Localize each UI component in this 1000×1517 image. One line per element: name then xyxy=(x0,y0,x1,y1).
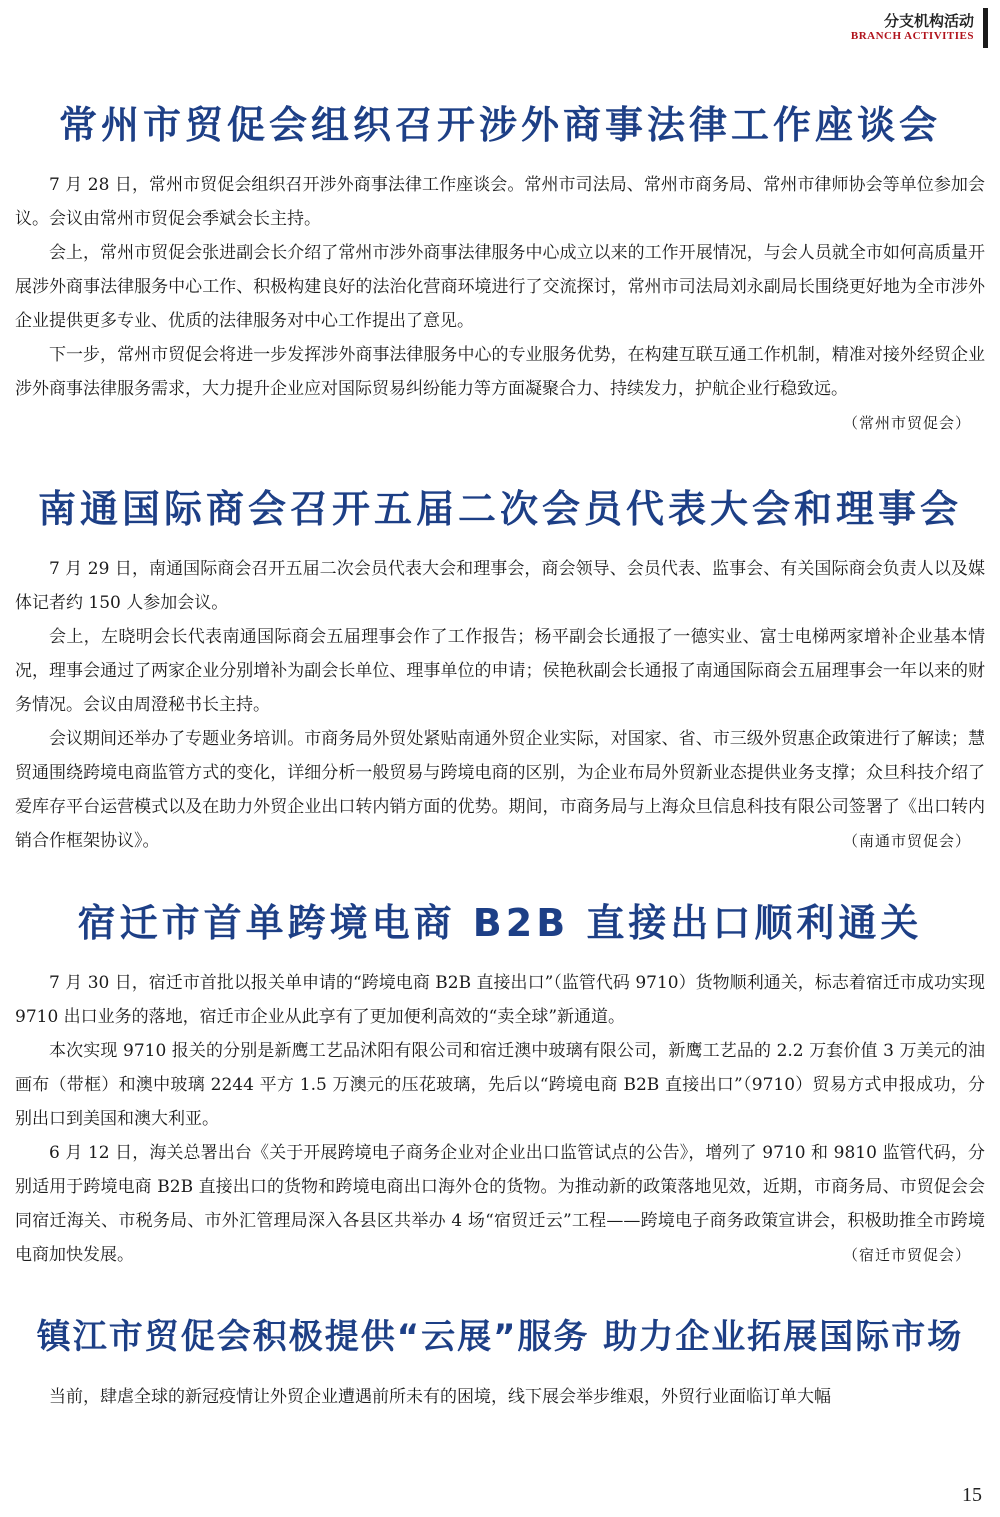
article-paragraph: 6 月 12 日，海关总署出台《关于开展跨境电子商务企业对企业出口监管试点的公告》，增列了 9710 和 9810 监管代码，分别适用于跨境电商 B2B 直接出口的货物和跨境电商出口海外仓的货物。为推动新的政策落地见效，近期，市商务局、市贸促会会同宿迁海关、市税务局、市外汇管理局深入各县区共举办 4 场“宿贸迁云”工程——跨境电子商务政策宣讲会，积极助推全市跨境电商加快发展。 （宿迁市贸促会） xyxy=(15,1136,985,1272)
header-bar xyxy=(983,8,988,48)
page-number: 15 xyxy=(962,1484,982,1506)
article-paragraph: 7 月 28 日，常州市贸促会组织召开涉外商事法律工作座谈会。常州市司法局、常州市商务局、常州市律师协会等单位参加会议。会议由常州市贸促会季斌会长主持。 xyxy=(15,175,985,229)
article-paragraph: 会上，常州市贸促会张进副会长介绍了常州市涉外商事法律服务中心成立以来的工作开展情况，与会人员就全市如何高质量开展涉外商事法律服务中心工作、积极构建良好的法治化营商环境进行了交流探讨，常州市司法局刘永副局长围绕更好地为全市涉外企业提供更多专业、优质的法律服务对中心工作提出了意见。 xyxy=(15,243,985,331)
article-title: 南通国际商会召开五届二次会员代表大会和理事会 xyxy=(37,487,962,531)
article-source: （宿迁市贸促会） xyxy=(842,1246,971,1264)
article-source: （常州市贸促会） xyxy=(842,414,971,432)
article-title: 镇江市贸促会积极提供“云展”服务 助力企业拓展国际市场 xyxy=(36,1317,964,1357)
article-source: （南通市贸促会） xyxy=(842,832,971,850)
section-title-cn: 分支机构活动 xyxy=(883,12,974,30)
article-title: 常州市贸促会组织召开涉外商事法律工作座谈会 xyxy=(58,103,941,147)
article-paragraph: 会议期间还举办了专题业务培训。市商务局外贸处紧贴南通外贸企业实际，对国家、省、市三级外贸惠企政策进行了解读；慧贸通围绕跨境电商监管方式的变化，详细分析一般贸易与跨境电商的区别，为企业布局外贸新业态提供业务支撑；众旦科技介绍了爱库存平台运营模式以及在助力外贸企业出口转内销方面的优势。期间，市商务局与上海众旦信息科技有限公司签署了《出口转内销合作框架协议》。 （南通市贸促会） xyxy=(15,722,985,858)
article-paragraph: 下一步，常州市贸促会将进一步发挥涉外商事法律服务中心的专业服务优势，在构建互联互通工作机制，精准对接外经贸企业涉外商事法律服务需求，大力提升企业应对国际贸易纠纷能力等方面凝聚合力、持续发力，护航企业行稳致远。 （常州市贸促会） xyxy=(15,338,985,440)
article-title: 宿迁市首单跨境电商 B2B 直接出口顺利通关 xyxy=(77,901,923,945)
section-title-en: BRANCH ACTIVITIES xyxy=(850,30,974,42)
article-paragraph: 7 月 29 日，南通国际商会召开五届二次会员代表大会和理事会，商会领导、会员代表、监事会、有关国际商会负责人以及媒体记者约 150 人参加会议。 xyxy=(15,559,985,613)
article-paragraph: 当前，肆虐全球的新冠疫情让外贸企业遭遇前所未有的困境，线下展会举步维艰，外贸行业面临订单大幅 xyxy=(49,1387,831,1407)
article-paragraph: 会上，左晓明会长代表南通国际商会五届理事会作了工作报告；杨平副会长通报了一德实业、富士电梯两家增补企业基本情况，理事会通过了两家企业分别增补为副会长单位、理事单位的申请；侯艳秋副会长通报了南通国际商会五届理事会一年以来的财务情况。会议由周澄秘书长主持。 xyxy=(15,627,985,715)
article-paragraph: 本次实现 9710 报关的分别是新鹰工艺品沭阳有限公司和宿迁澳中玻璃有限公司，新鹰工艺品的 2.2 万套价值 3 万美元的油画布（带框）和澳中玻璃 2244 平方 1.5 万澳元的压花玻璃，先后以“跨境电商 B2B 直接出口”（9710）贸易方式申报成功，分别出口到美国和澳大利亚。 xyxy=(15,1041,985,1129)
section-header xyxy=(760,6,1000,50)
article-paragraph: 7 月 30 日，宿迁市首批以报关单申请的“跨境电商 B2B 直接出口”（监管代码 9710）货物顺利通关，标志着宿迁市成功实现 9710 出口业务的落地，宿迁市企业从此享有了更加便利高效的“卖全球”新通道。 xyxy=(15,973,985,1027)
